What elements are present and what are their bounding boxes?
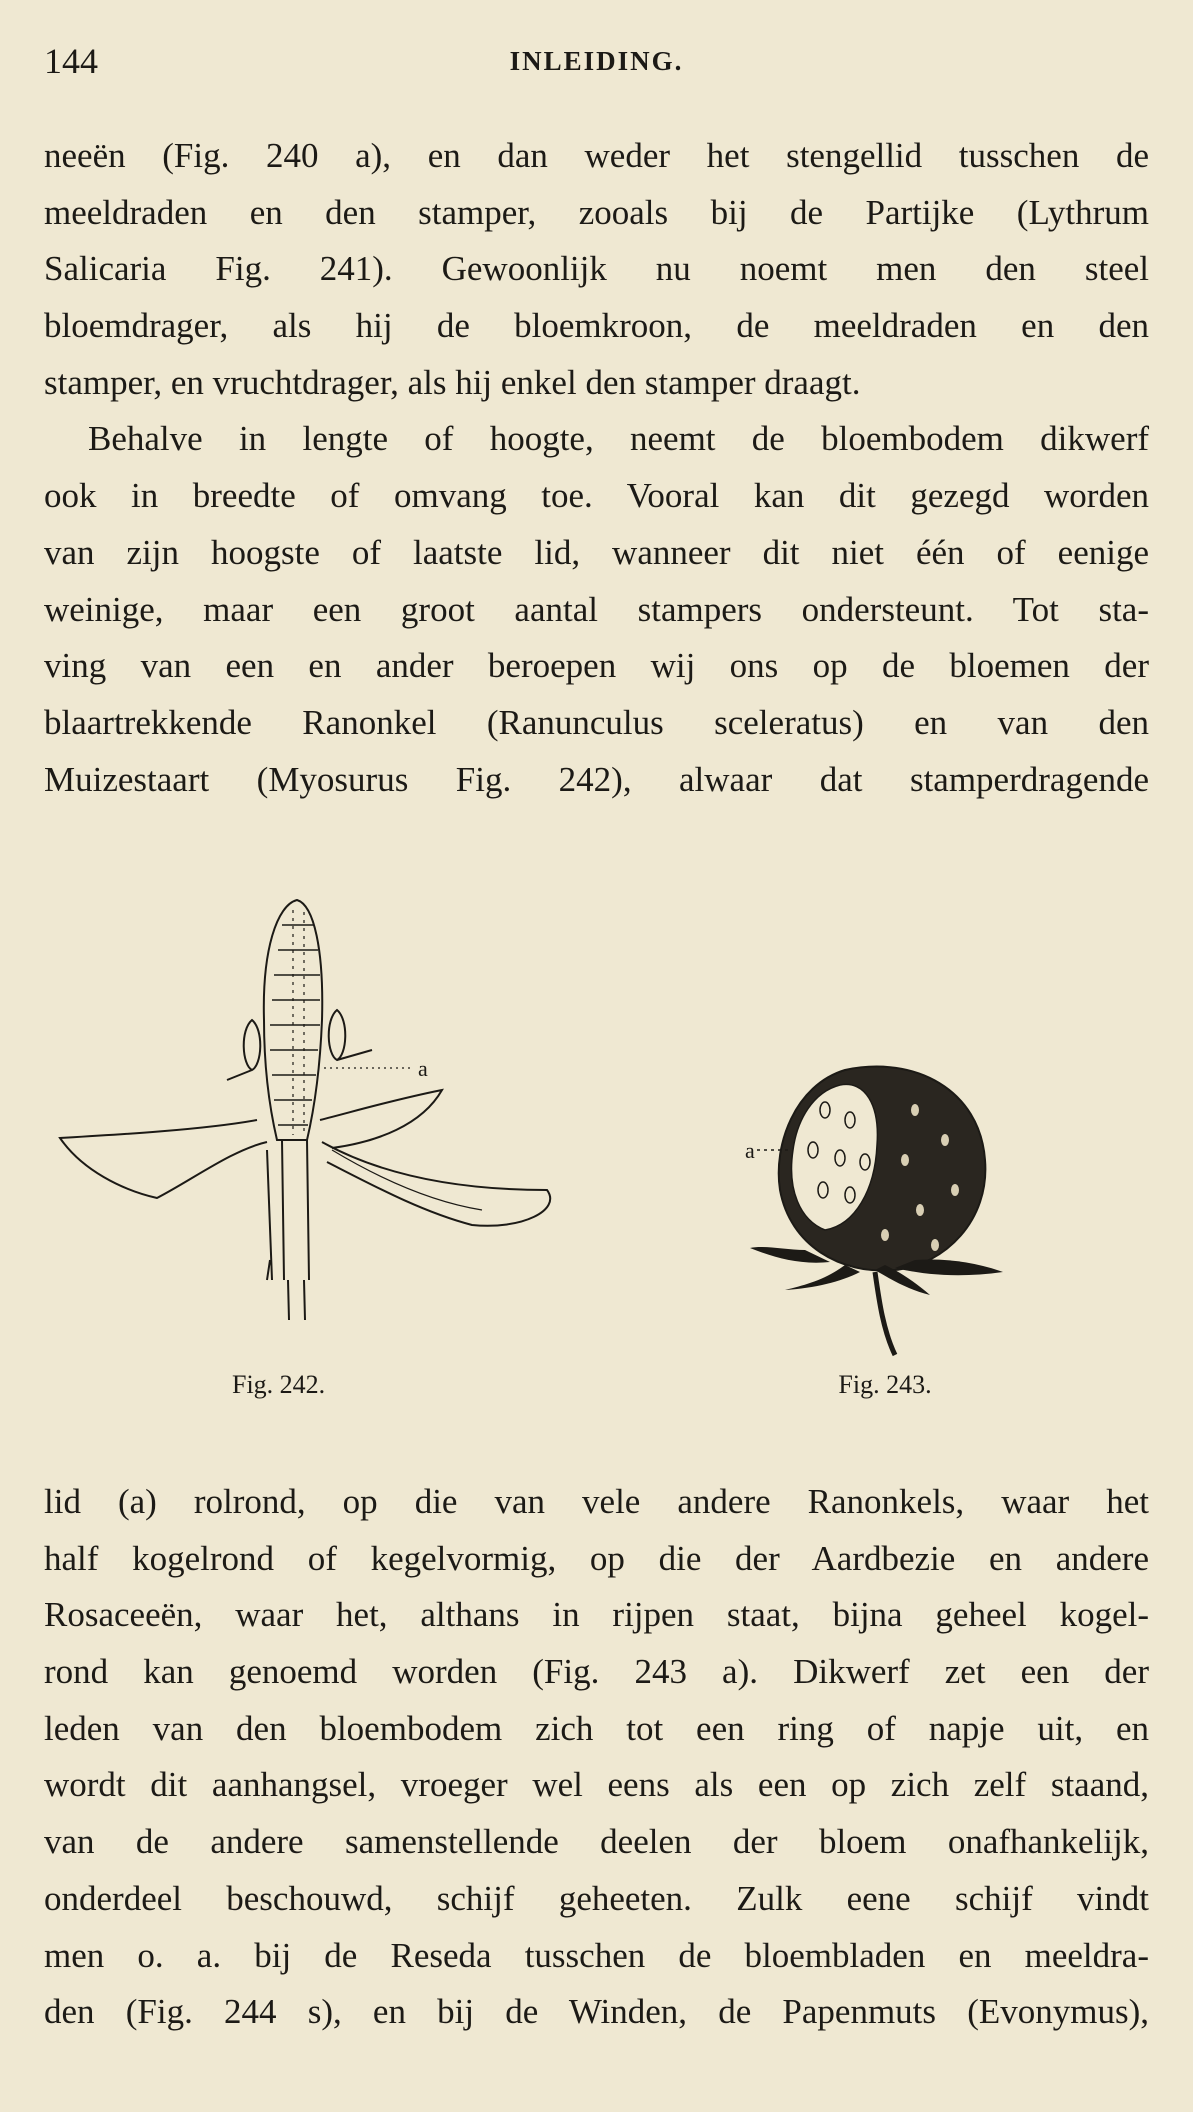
text-line: onderdeel beschouwd, schijf geheeten. Zulk eene schijf vindt [44, 1878, 1149, 1918]
text-line: Muizestaart (Myosurus Fig. 242), alwaar dat stamperdragende [44, 759, 1149, 799]
text-line: lid (a) rolrond, op die van vele andere Ranonkels, waar het [44, 1482, 1149, 1521]
text-line: wordt dit aanhangsel, vroeger wel eens als een op zich zelf staand, [44, 1765, 1149, 1805]
text-line: rond kan genoemd worden (Fig. 243 a). Dikwerf zet een der [44, 1652, 1149, 1692]
text-line: meeldraden en den stamper, zooals bij de Partijke (Lythrum [44, 192, 1149, 232]
strawberry-illustration [745, 1050, 1025, 1360]
text-line: stamper, en vruchtdrager, als hij enkel den stamper draagt. [44, 362, 861, 402]
page-number: 144 [44, 41, 98, 81]
text-line: van de andere samenstellende deelen der bloem onafhankelijk, [44, 1822, 1149, 1862]
text-line: leden van den bloembodem zich tot een ring of napje uit, en [44, 1708, 1149, 1748]
text-line: bloemdrager, als hij de bloemkroon, de meeldraden en den [44, 306, 1149, 346]
text-line: weinige, maar een groot aantal stampers ondersteunt. Tot sta- [44, 589, 1149, 629]
body-text-top [44, 128, 1149, 808]
text-line: ook in breedte of omvang toe. Vooral kan dit gezegd worden [44, 476, 1149, 516]
text-line: blaartrekkende Ranonkel (Ranunculus sceleratus) en van den [44, 702, 1149, 742]
myosurus-illustration [52, 880, 572, 1350]
text-line: ving van een en ander beroepen wij ons op de bloemen der [44, 646, 1149, 686]
text-line: Salicaria Fig. 241). Gewoonlijk nu noemt men den steel [44, 249, 1149, 289]
figure-242-caption: Fig. 242. [232, 1370, 326, 1399]
figure-243-strawberry [745, 1050, 1025, 1400]
text-line: den (Fig. 244 s), en bij de Winden, de Papenmuts (Evonymus), [44, 1992, 1149, 2032]
text-line: van zijn hoogste of laatste lid, wanneer dit niet één of eenige [44, 532, 1149, 572]
figure-242-label-a: a [418, 1056, 428, 1081]
figure-243-caption: Fig. 243. [838, 1370, 932, 1399]
text-line: half kogelrond of kegelvormig, op die der Aardbezie en andere [44, 1538, 1149, 1578]
text-line: Behalve in lengte of hoogte, neemt de bloembodem dikwerf [88, 419, 1149, 459]
text-line: Rosaceeën, waar het, althans in rijpen staat, bijna geheel kogel- [44, 1595, 1149, 1635]
body-text-bottom [44, 1474, 1149, 2041]
figure-243-label-a: a [745, 1138, 755, 1163]
running-title: INLEIDING. [509, 46, 684, 76]
text-line: neeën (Fig. 240 a), en dan weder het stengellid tusschen de [44, 136, 1149, 175]
figure-242-myosurus [52, 880, 572, 1400]
text-line: men o. a. bij de Reseda tusschen de bloembladen en meeldra- [44, 1935, 1149, 1975]
page-header [44, 40, 1149, 90]
